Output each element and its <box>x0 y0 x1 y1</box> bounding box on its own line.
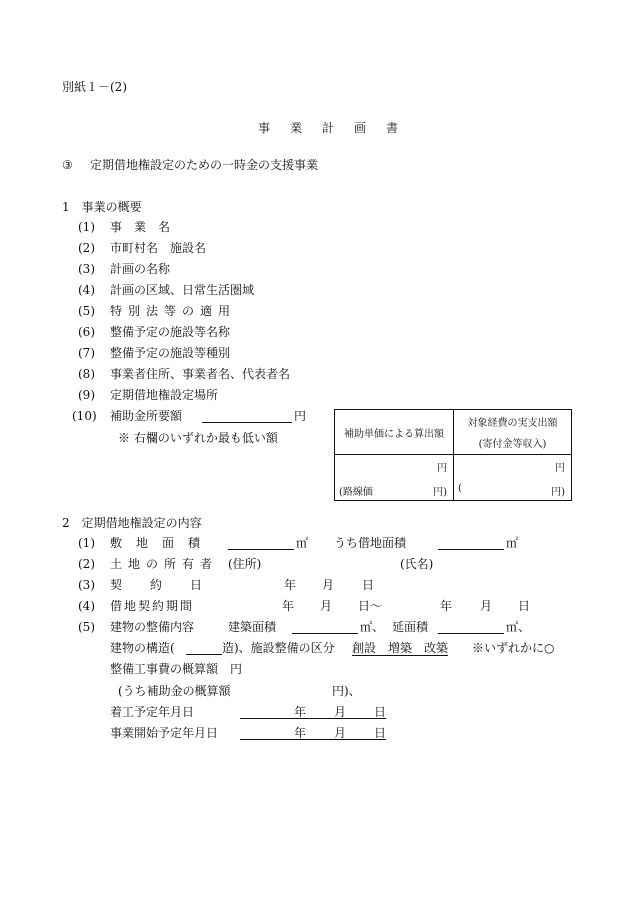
subsidy-estimate-label: (うち補助金の概算額 <box>118 684 231 698</box>
item-num: (4) <box>78 599 95 613</box>
subsidy-yen: 円 <box>294 409 307 423</box>
leased-area-unit: ㎡ <box>506 536 519 550</box>
col1-header: 補助単価による算出額 <box>335 410 454 455</box>
site-area-unit: ㎡ <box>296 536 309 550</box>
floor-area-unit: ㎡、 <box>506 620 531 634</box>
start-date-label: 着工予定年月日 <box>110 705 195 719</box>
page-title: 事業計画書 <box>258 121 419 135</box>
item-label-project-name: 事 業 名 <box>110 220 171 234</box>
item-label-subsidy-amount: 補助金所要額 <box>110 409 183 423</box>
open-date-label: 事業開始予定年月日 <box>110 726 219 740</box>
month-label: 月 <box>334 726 347 740</box>
start-date-blank[interactable] <box>240 718 386 719</box>
col2-value-cell[interactable]: 円 ( 円) <box>454 455 572 501</box>
item-label-facility-name: 整備予定の施設等名称 <box>110 325 231 339</box>
floor-area-blank[interactable] <box>438 633 504 634</box>
section2-heading: 2 定期借地権設定の内容 <box>62 516 202 530</box>
month-label: 月 <box>334 705 347 719</box>
site-area-blank[interactable] <box>228 549 294 550</box>
construction-kinds[interactable]: 創設 増築 改築 <box>352 641 449 655</box>
attachment-ref: 別紙１－(2) <box>62 80 127 94</box>
year-end-label: 年 <box>440 599 453 613</box>
item-num: (2) <box>78 241 95 255</box>
item-label-plan-area: 計画の区域、日常生活圏域 <box>110 283 255 297</box>
day-start-label: 日～ <box>358 599 383 613</box>
item-num: (1) <box>78 220 95 234</box>
item-num: (5) <box>78 304 95 318</box>
day-label: 日 <box>374 726 387 740</box>
item-num: (1) <box>78 536 95 550</box>
subsidy-estimate-tail: 円)、 <box>332 684 361 698</box>
col2-header: 対象経費の実支出額 (寄付金等収入) <box>454 410 572 455</box>
item-label-special-law: 特別法等の適用 <box>110 304 237 318</box>
subsidy-calc-table <box>334 409 572 501</box>
contract-date-label: 契約日 <box>110 578 231 592</box>
site-area-label: 敷地面積 <box>110 536 215 550</box>
kinds-note: ※いずれかに○ <box>472 641 555 655</box>
year-label: 年 <box>282 599 295 613</box>
building-label: 建物の整備内容 <box>110 620 195 634</box>
month-label: 月 <box>322 578 335 592</box>
landowner-address: (住所) <box>228 557 262 571</box>
item-num: (3) <box>78 262 95 276</box>
landowner-label: 土地の所有者 <box>110 557 219 571</box>
item-num: (7) <box>78 346 95 360</box>
item-num: (9) <box>78 388 95 402</box>
leased-area-blank[interactable] <box>438 549 504 550</box>
item-num: (4) <box>78 283 95 297</box>
item-num: (3) <box>78 578 95 592</box>
year-label: 年 <box>284 578 297 592</box>
structure-blank[interactable] <box>186 654 222 655</box>
item-label-lease-location: 定期借地権設定場所 <box>110 388 219 402</box>
day-label: 日 <box>374 705 387 719</box>
col1-value-cell[interactable]: 円 (路線価 円) <box>335 455 454 501</box>
section1-heading: 1 事業の概要 <box>62 200 142 214</box>
lease-period-label: 借地契約期間 <box>110 599 195 613</box>
item-num: (8) <box>78 367 95 381</box>
landowner-name: (氏名) <box>400 557 434 571</box>
floor-area-label: 延面積 <box>392 620 429 634</box>
open-date-blank[interactable] <box>240 739 386 740</box>
day-label: 日 <box>362 578 375 592</box>
item-label-municipality: 市町村名 施設名 <box>110 241 207 255</box>
item-num: (5) <box>78 620 95 634</box>
item-label-operator: 事業者住所、事業者名、代表者名 <box>110 367 291 381</box>
item-label-plan-name: 計画の名称 <box>110 262 171 276</box>
item-num: (2) <box>78 557 95 571</box>
year-label: 年 <box>294 705 307 719</box>
building-area-blank[interactable] <box>292 633 358 634</box>
month-label: 月 <box>320 599 333 613</box>
building-area-label: 建築面積 <box>228 620 277 634</box>
day-end-label: 日 <box>518 599 531 613</box>
item-label-facility-type: 整備予定の施設等種別 <box>110 346 231 360</box>
cost-estimate-label: 整備工事費の概算額 円 <box>110 662 243 676</box>
building-area-unit: ㎡、 <box>360 620 385 634</box>
subtitle: 定期借地権設定のための一時金の支援事業 <box>90 158 319 172</box>
subsidy-note: ※ 右欄のいずれか最も低い額 <box>118 431 278 445</box>
structure-tail: 造)、施設整備の区分 <box>222 641 335 655</box>
year-label: 年 <box>294 726 307 740</box>
structure-label: 建物の構造( <box>110 641 175 655</box>
subtitle-mark: ③ <box>62 158 73 172</box>
item-num: (10) <box>72 409 97 423</box>
item-num: (6) <box>78 325 95 339</box>
month-end-label: 月 <box>480 599 493 613</box>
leased-area-label: うち借地面積 <box>334 536 407 550</box>
subsidy-amount-blank[interactable] <box>202 422 292 423</box>
